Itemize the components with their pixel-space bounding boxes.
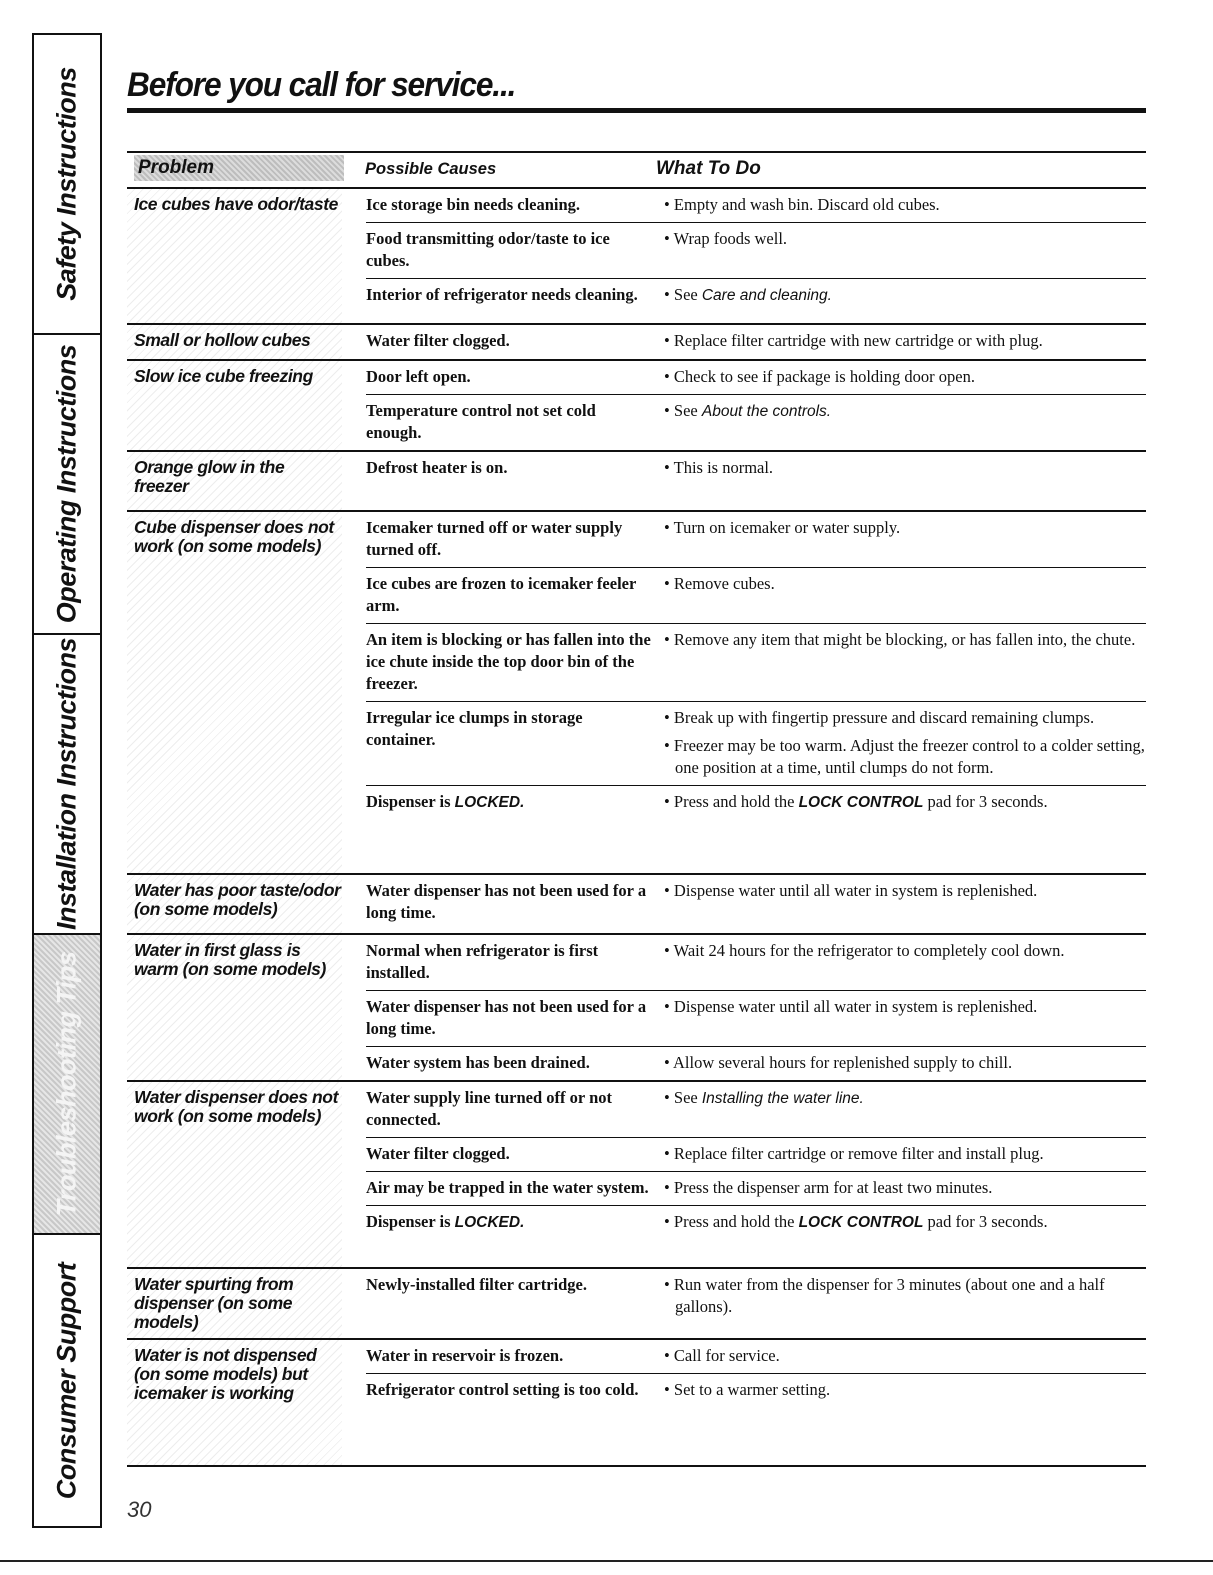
remedy-item: • Set to a warmer setting.	[664, 1380, 831, 1399]
problem-cell: Water spurting from dispenser (on some models)	[127, 1269, 342, 1338]
remedy-item: • Allow several hours for replenished supply to chill.	[664, 1053, 1013, 1072]
remedy-item: • Press the dispenser arm for at least two minutes.	[664, 1178, 993, 1197]
table-row	[127, 325, 1146, 361]
reference-link: Installing the water line.	[701, 1090, 864, 1107]
column-header-problem: Problem	[134, 155, 344, 181]
remedy-item: • Freezer may be too warm. Adjust the freezer control to a colder setting, one position at a time, until clumps do not form.	[664, 736, 1145, 777]
page-title: Before you call for service...	[127, 66, 516, 104]
cause-row	[366, 1137, 1146, 1171]
cause-group	[366, 1269, 1146, 1338]
cause-row	[366, 1205, 1146, 1240]
tab-label: Consumer Support	[51, 1262, 82, 1499]
cause-text: Water dispenser has not been used for a long time.	[366, 881, 647, 922]
cause-text: Icemaker turned off or water supply turned off.	[366, 518, 623, 559]
cause-text: Defrost heater is on.	[366, 458, 508, 477]
cause-text: Interior of refrigerator needs cleaning.	[366, 285, 638, 304]
section-tabs	[32, 33, 102, 1528]
problem-cell: Water has poor taste/odor (on some models)	[127, 875, 342, 933]
cause-row	[366, 1082, 1146, 1137]
cause-group	[366, 512, 1146, 873]
cause-text: Ice storage bin needs cleaning.	[366, 195, 581, 214]
remedy-item: • Run water from the dispenser for 3 minutes (about one and a half gallons).	[664, 1275, 1105, 1316]
remedy-item: • Remove cubes.	[664, 574, 775, 593]
tab-label: Installation Instructions	[51, 637, 82, 931]
cause-group	[366, 875, 1146, 933]
remedy-item: • See Care and cleaning.	[664, 285, 832, 304]
table-row	[127, 1340, 1146, 1467]
remedy-item: • Turn on icemaker or water supply.	[664, 518, 901, 537]
tab-operating-instructions[interactable]	[34, 335, 100, 635]
cause-text: Water supply line turned off or not connected.	[366, 1088, 612, 1129]
cause-row	[366, 278, 1146, 313]
cause-row	[366, 1269, 1146, 1324]
tab-label: Safety Instructions	[51, 67, 82, 301]
cause-group	[366, 452, 1146, 510]
locked-status: LOCKED.	[454, 1214, 525, 1231]
page-number: 30	[127, 1497, 152, 1522]
reference-link: About the controls.	[701, 403, 832, 420]
table-row	[127, 189, 1146, 325]
remedy-item: • Replace filter cartridge with new cartridge or with plug.	[664, 331, 1043, 350]
remedy-item: • Dispense water until all water in system is replenished.	[664, 881, 1038, 900]
table-row	[127, 1269, 1146, 1340]
cause-group	[366, 1082, 1146, 1267]
cause-row	[366, 325, 1146, 358]
cause-row	[366, 1171, 1146, 1205]
remedy-item: • See About the controls.	[664, 401, 832, 420]
remedy-item: • Call for service.	[664, 1346, 780, 1365]
cause-text: Temperature control not set cold enough.	[366, 401, 596, 442]
cause-row	[366, 1046, 1146, 1080]
cause-row	[366, 452, 1146, 485]
remedy-item: • Remove any item that might be blocking, or has fallen into, the chute.	[664, 630, 1136, 649]
remedy-item: • Press and hold the LOCK CONTROL pad for 3 seconds.	[664, 792, 1048, 811]
cause-group	[366, 361, 1146, 450]
cause-text: Water system has been drained.	[366, 1053, 590, 1072]
remedy-item: • Empty and wash bin. Discard old cubes.	[664, 195, 940, 214]
cause-row	[366, 394, 1146, 450]
remedy-item: • This is normal.	[664, 458, 774, 477]
remedy-item: • See Installing the water line.	[664, 1088, 864, 1107]
cause-row	[366, 1373, 1146, 1407]
problem-cell: Water dispenser does not work (on some models)	[127, 1082, 342, 1267]
cause-row	[366, 935, 1146, 990]
table-row	[127, 1082, 1146, 1269]
cause-text: Ice cubes are frozen to icemaker feeler arm.	[366, 574, 637, 615]
tab-troubleshooting-tips[interactable]	[34, 935, 100, 1235]
cause-text: Food transmitting odor/taste to ice cubes.	[366, 229, 610, 270]
cause-row	[366, 701, 1146, 785]
remedy-item: • Wait 24 hours for the refrigerator to completely cool down.	[664, 941, 1065, 960]
troubleshooting-table	[127, 151, 1146, 1467]
cause-text: Irregular ice clumps in storage container.	[366, 708, 583, 749]
lock-control-label: LOCK CONTROL	[798, 794, 924, 811]
cause-text: An item is blocking or has fallen into the ice chute inside the top door bin of the freezer.	[366, 630, 651, 693]
bottom-divider	[0, 1560, 1213, 1562]
remedy-item: • Wrap foods well.	[664, 229, 788, 248]
problem-cell: Ice cubes have odor/taste	[127, 189, 342, 323]
cause-text: Water filter clogged.	[366, 331, 510, 350]
table-header	[127, 151, 1146, 189]
remedy-item: • Dispense water until all water in system is replenished.	[664, 997, 1038, 1016]
cause-text: Air may be trapped in the water system.	[366, 1178, 649, 1197]
cause-text: Water dispenser has not been used for a long time.	[366, 997, 647, 1038]
tab-consumer-support[interactable]	[34, 1235, 100, 1526]
cause-row	[366, 512, 1146, 567]
cause-group	[366, 1340, 1146, 1465]
cause-row	[366, 875, 1146, 930]
cause-text: Door left open.	[366, 367, 471, 386]
cause-row	[366, 990, 1146, 1046]
cause-group	[366, 935, 1146, 1080]
remedy-item: • Replace filter cartridge or remove filter and install plug.	[664, 1144, 1044, 1163]
cause-row	[366, 189, 1146, 222]
cause-text: Water filter clogged.	[366, 1144, 510, 1163]
cause-group	[366, 189, 1146, 323]
cause-text: Dispenser is LOCKED.	[366, 792, 525, 811]
cause-row	[366, 623, 1146, 701]
table-row	[127, 512, 1146, 875]
cause-row	[366, 1340, 1146, 1373]
tab-label: Troubleshooting Tips	[51, 951, 82, 1217]
remedy-item: • Check to see if package is holding door open.	[664, 367, 975, 386]
remedy-item: • Press and hold the LOCK CONTROL pad for 3 seconds.	[664, 1212, 1048, 1231]
table-body	[127, 189, 1146, 1467]
problem-cell: Small or hollow cubes	[127, 325, 342, 359]
cause-group	[366, 325, 1146, 359]
title-divider	[127, 108, 1146, 113]
cause-text: Refrigerator control setting is too cold.	[366, 1380, 639, 1399]
cause-row	[366, 222, 1146, 278]
problem-cell: Orange glow in the freezer	[127, 452, 342, 510]
tab-label: Operating Instructions	[51, 344, 82, 624]
locked-status: LOCKED.	[454, 794, 525, 811]
tab-installation-instructions[interactable]	[34, 635, 100, 935]
cause-text: Dispenser is LOCKED.	[366, 1212, 525, 1231]
problem-cell: Water is not dispensed (on some models) but icemaker is working	[127, 1340, 342, 1465]
cause-row	[366, 785, 1146, 820]
table-row	[127, 361, 1146, 452]
cause-row	[366, 567, 1146, 623]
cause-text: Normal when refrigerator is first installed.	[366, 941, 599, 982]
problem-cell: Water in first glass is warm (on some models)	[127, 935, 342, 1080]
problem-cell: Slow ice cube freezing	[127, 361, 342, 450]
cause-row	[366, 361, 1146, 394]
table-row	[127, 935, 1146, 1082]
cause-text: Water in reservoir is frozen.	[366, 1346, 564, 1365]
column-header-causes: Possible Causes	[365, 160, 497, 178]
tab-safety-instructions[interactable]	[34, 35, 100, 335]
lock-control-label: LOCK CONTROL	[798, 1214, 924, 1231]
problem-cell: Cube dispenser does not work (on some models)	[127, 512, 342, 873]
table-row	[127, 452, 1146, 512]
column-header-what-to-do: What To Do	[656, 158, 761, 179]
remedy-item: • Break up with fingertip pressure and discard remaining clumps.	[664, 708, 1095, 727]
cause-text: Newly-installed filter cartridge.	[366, 1275, 588, 1294]
table-row	[127, 875, 1146, 935]
reference-link: Care and cleaning.	[701, 287, 832, 304]
